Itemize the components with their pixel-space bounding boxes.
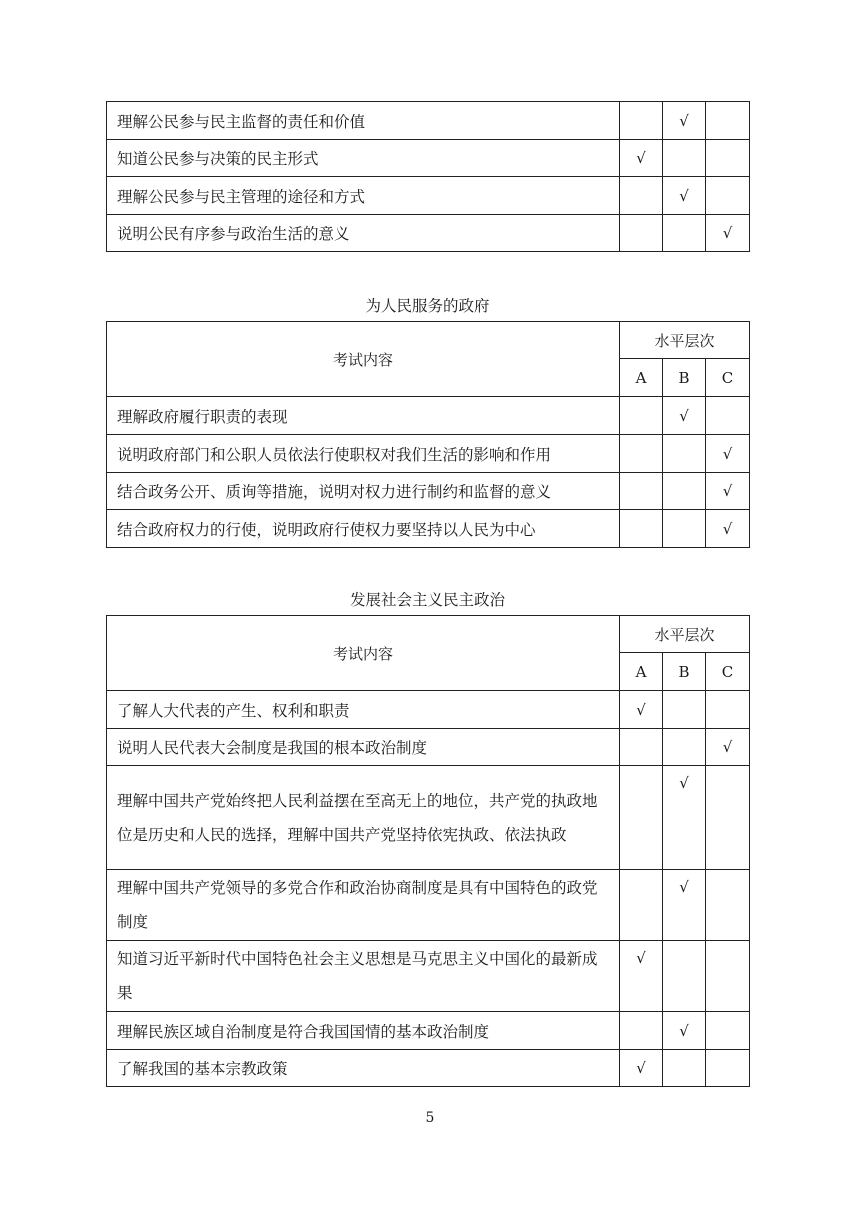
content-cell: 结合政府权力的行使，说明政府行使权力要坚持以人民为中心 — [107, 510, 620, 548]
level-c-cell — [706, 102, 750, 140]
table-socialist-democracy — [106, 615, 750, 1087]
level-b-cell — [663, 729, 706, 766]
level-a-cell — [620, 766, 663, 870]
table-row — [107, 1050, 750, 1087]
level-a-cell — [620, 870, 663, 941]
level-a-cell: √ — [620, 941, 663, 1012]
level-a-cell: √ — [620, 1050, 663, 1087]
table-row — [107, 397, 750, 435]
table-row — [107, 766, 750, 870]
table-row — [107, 102, 750, 140]
level-b-cell — [663, 435, 706, 473]
level-c-cell: √ — [706, 473, 750, 510]
content-cell: 说明政府部门和公职人员依法行使职权对我们生活的影响和作用 — [107, 435, 620, 473]
level-b-cell: √ — [663, 1012, 706, 1050]
table-header-row — [107, 616, 750, 653]
level-b-header: B — [663, 653, 706, 691]
content-cell: 结合政务公开、质询等措施，说明对权力进行制约和监督的意义 — [107, 473, 620, 510]
level-b-cell: √ — [663, 870, 706, 941]
level-b-cell — [663, 1050, 706, 1087]
content-cell: 理解公民参与民主管理的途径和方式 — [107, 177, 620, 215]
table-row — [107, 941, 750, 1012]
content-cell: 理解民族区域自治制度是符合我国国情的基本政治制度 — [107, 1012, 620, 1050]
table-civic-participation — [106, 101, 750, 252]
table-row — [107, 177, 750, 215]
table-row — [107, 1012, 750, 1050]
table-row — [107, 870, 750, 941]
content-cell: 说明人民代表大会制度是我国的根本政治制度 — [107, 729, 620, 766]
table-row — [107, 435, 750, 473]
content-header: 考试内容 — [107, 616, 620, 691]
level-c-cell — [706, 140, 750, 177]
page-number: 5 — [425, 1110, 435, 1126]
table-government — [106, 321, 750, 548]
level-c-cell — [706, 941, 750, 1012]
content-cell: 了解人大代表的产生、权利和职责 — [107, 691, 620, 729]
section-title: 发展社会主义民主政治 — [349, 591, 505, 609]
level-a-cell: √ — [620, 140, 663, 177]
level-b-cell — [663, 215, 706, 252]
level-c-cell: √ — [706, 435, 750, 473]
level-c-header: C — [706, 359, 750, 397]
level-c-cell — [706, 691, 750, 729]
table-row — [107, 140, 750, 177]
level-b-cell — [663, 473, 706, 510]
level-a-cell — [620, 102, 663, 140]
level-a-cell — [620, 729, 663, 766]
level-c-cell — [706, 870, 750, 941]
level-b-header: B — [663, 359, 706, 397]
content-cell: 理解中国共产党始终把人民利益摆在至高无上的地位，共产党的执政地位是历史和人民的选择，理解中国共产党坚持依宪执政、依法执政 — [107, 766, 620, 870]
level-c-cell — [706, 397, 750, 435]
level-b-cell — [663, 140, 706, 177]
level-a-cell — [620, 510, 663, 548]
level-a-cell — [620, 177, 663, 215]
content-cell: 知道公民参与决策的民主形式 — [107, 140, 620, 177]
content-cell: 理解公民参与民主监督的责任和价值 — [107, 102, 620, 140]
table-row — [107, 215, 750, 252]
table-row — [107, 473, 750, 510]
content-header: 考试内容 — [107, 322, 620, 397]
content-cell: 了解我国的基本宗教政策 — [107, 1050, 620, 1087]
content-cell: 理解中国共产党领导的多党合作和政治协商制度是具有中国特色的政党制度 — [107, 870, 620, 941]
level-a-cell — [620, 397, 663, 435]
level-a-cell — [620, 473, 663, 510]
level-c-cell: √ — [706, 729, 750, 766]
level-b-cell: √ — [663, 397, 706, 435]
level-c-cell: √ — [706, 215, 750, 252]
level-b-cell — [663, 510, 706, 548]
level-c-cell — [706, 766, 750, 870]
level-a-cell: √ — [620, 691, 663, 729]
table-row — [107, 510, 750, 548]
level-b-cell: √ — [663, 766, 706, 870]
content-cell: 说明公民有序参与政治生活的意义 — [107, 215, 620, 252]
content-cell: 知道习近平新时代中国特色社会主义思想是马克思主义中国化的最新成果 — [107, 941, 620, 1012]
level-c-cell — [706, 1050, 750, 1087]
level-c-cell: √ — [706, 510, 750, 548]
level-header: 水平层次 — [620, 616, 750, 653]
table-header-row — [107, 322, 750, 359]
level-a-header: A — [620, 359, 663, 397]
level-c-cell — [706, 177, 750, 215]
level-a-cell — [620, 215, 663, 252]
level-c-cell — [706, 1012, 750, 1050]
table-row — [107, 691, 750, 729]
level-a-cell — [620, 435, 663, 473]
level-a-cell — [620, 1012, 663, 1050]
level-b-cell — [663, 691, 706, 729]
level-b-cell — [663, 941, 706, 1012]
table-row — [107, 729, 750, 766]
level-c-header: C — [706, 653, 750, 691]
content-cell: 理解政府履行职责的表现 — [107, 397, 620, 435]
level-b-cell: √ — [663, 177, 706, 215]
section-title: 为人民服务的政府 — [365, 297, 490, 315]
level-b-cell: √ — [663, 102, 706, 140]
level-header: 水平层次 — [620, 322, 750, 359]
level-a-header: A — [620, 653, 663, 691]
